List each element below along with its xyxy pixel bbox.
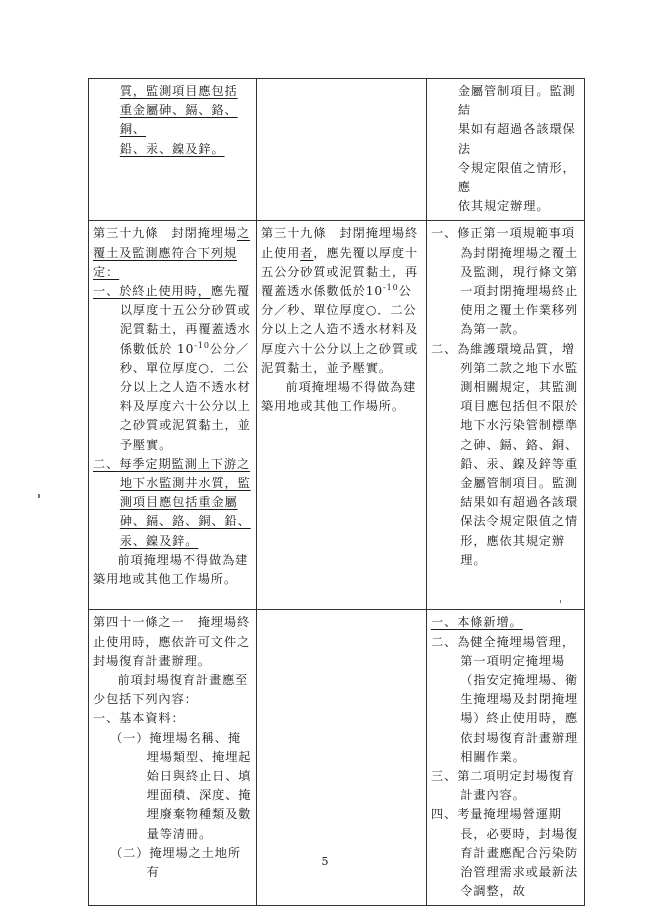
table-row (89, 79, 585, 221)
text-line: 依其規定辦理。 (457, 199, 550, 214)
article-text (261, 224, 422, 378)
list-item (431, 633, 580, 767)
sub-item-number: （一） (110, 730, 150, 745)
text-line (93, 82, 252, 101)
text-line: 金屬管制項目。監測結 (457, 84, 576, 118)
item-text: 公分／秒、單位厚度○．二公分以上之人造不透水材料及厚度六十公分以上之砂質或泥質黏土，並予壓實。 (119, 341, 251, 452)
text-line: 果如有超過各該環保法 (457, 122, 576, 156)
list-item (431, 767, 580, 805)
list-item (93, 282, 252, 455)
item-text: 修正第一項規範事項為封閉掩埋場之覆土及監測，現行條文第一項封閉掩埋場終止使用之覆土作業移列為第一款。 (457, 226, 579, 337)
list-item (431, 224, 580, 339)
item-text: 第二項明定封場復育計畫內容。 (457, 769, 575, 803)
underlined-text: 質，監測項目應包括 (119, 84, 238, 98)
item-number: 一、 (93, 284, 120, 299)
underlined-text: 之 (236, 226, 251, 241)
explanation-cell (427, 79, 585, 221)
underlined-text: 者 (300, 245, 314, 260)
underlined-text: 每季定期監測上下游之地下水監測井水質，監測項目應包括重金屬砷、鎘、鉻、銅、鉛、汞、鎳及鋅。 (119, 456, 251, 548)
closing-paragraph: 前項掩埋場不得做為建築用地或其他工作場所。 (93, 552, 249, 587)
list-item (431, 340, 580, 570)
item-text: 掩埋場名稱、掩埋場類型、掩埋起始日與終止日、填埋面積、深度、掩埋廢棄物種類及數量等清冊。 (146, 730, 252, 841)
amended-text-cell (89, 79, 257, 221)
item-number: 一、 (431, 226, 458, 241)
comparison-table (88, 78, 585, 906)
item-text: 掩埋場之土地所有 (146, 845, 241, 880)
current-text-cell (257, 221, 427, 610)
amended-text-cell (89, 221, 257, 610)
article-heading (93, 224, 252, 282)
closing-paragraph: 前項掩埋場不得做為建築用地或其他工作場所。 (261, 380, 417, 414)
scan-artifact (38, 494, 40, 498)
item-text: 應先覆以厚度十五公分砂質或泥質黏土，再覆蓋透水係數低於 10 (119, 284, 251, 356)
sub-item (93, 729, 252, 844)
list-item: 一、基本資料： (93, 711, 185, 726)
explanation-cell (427, 221, 585, 610)
underlined-text: 重金屬砷、鎘、鉻、銅、 (119, 103, 238, 137)
item-number: 二、 (431, 341, 458, 356)
heading-text: 第三十九條 封閉掩埋場終止使用 (261, 226, 419, 260)
exponent: -10 (194, 340, 210, 350)
underlined-text: 鉛、汞、鎳及鋅。 (119, 141, 225, 156)
underlined-text: 本條新增。 (457, 615, 523, 630)
item-number: 三、 (431, 769, 458, 784)
sub-item-number: （二） (110, 845, 150, 860)
list-item (431, 805, 580, 901)
item-text: 考量掩埋場營運期長，必要時，封場復育計畫應配合污染防治管理需求或最新法令調整，故 (457, 807, 579, 899)
underlined-text: 定： (93, 264, 120, 279)
underlined-text: 於終止使用時， (119, 284, 211, 299)
article-heading: 第四十一條之一 掩埋場終止使用時，應依許可文件之封場復育計畫辦理。 (93, 615, 251, 668)
number: 10 (365, 284, 384, 299)
article-body: 公分／秒、單位厚度○．二公分以上之人造不透水材料及厚度六十公分以上之砂質或泥質黏土，並予壓實。 (261, 284, 419, 375)
text-line: 令規定限值之情形，應 (457, 160, 576, 195)
item-number: 四、 (431, 807, 458, 822)
text-line (93, 101, 252, 139)
table-row (89, 221, 585, 610)
article-body: ，應先覆以厚度十五公分砂質或泥質黏土，再覆蓋透水係數低於 (261, 245, 419, 299)
item-text: 為健全掩埋場管理，第一項明定掩埋場（指安定掩埋場、衛生掩埋場及封閉掩埋場）終止使用時，應依封場復育計畫辦理相關作業。 (457, 634, 579, 764)
text-line (93, 140, 252, 159)
page-number: 5 (321, 855, 329, 868)
current-text-cell (257, 79, 427, 221)
list-item (431, 613, 580, 632)
paragraph: 前項封場復育計畫應至少包括下列內容： (93, 673, 249, 707)
exponent: -10 (383, 282, 399, 292)
item-text: 為維護環境品質，增列第二款之地下水監測相關規定，其監測項目應包括但不限於地下水污染管制標準之砷、鎘、鉻、銅、鉛、汞、鎳及鋅等重金屬管制項目。監測結果如有超過各該環保法令規定限值之情形，應依其規定辦理。 (457, 341, 579, 567)
heading-text: 第三十九條 封閉掩埋場 (93, 226, 237, 241)
scan-artifact (560, 600, 561, 603)
item-number: 二、 (93, 456, 120, 471)
item-number: 一、 (431, 615, 458, 630)
item-number: 二、 (431, 634, 458, 649)
list-item (93, 455, 252, 551)
underlined-text: 覆土及監測應符合下列規 (93, 245, 237, 260)
